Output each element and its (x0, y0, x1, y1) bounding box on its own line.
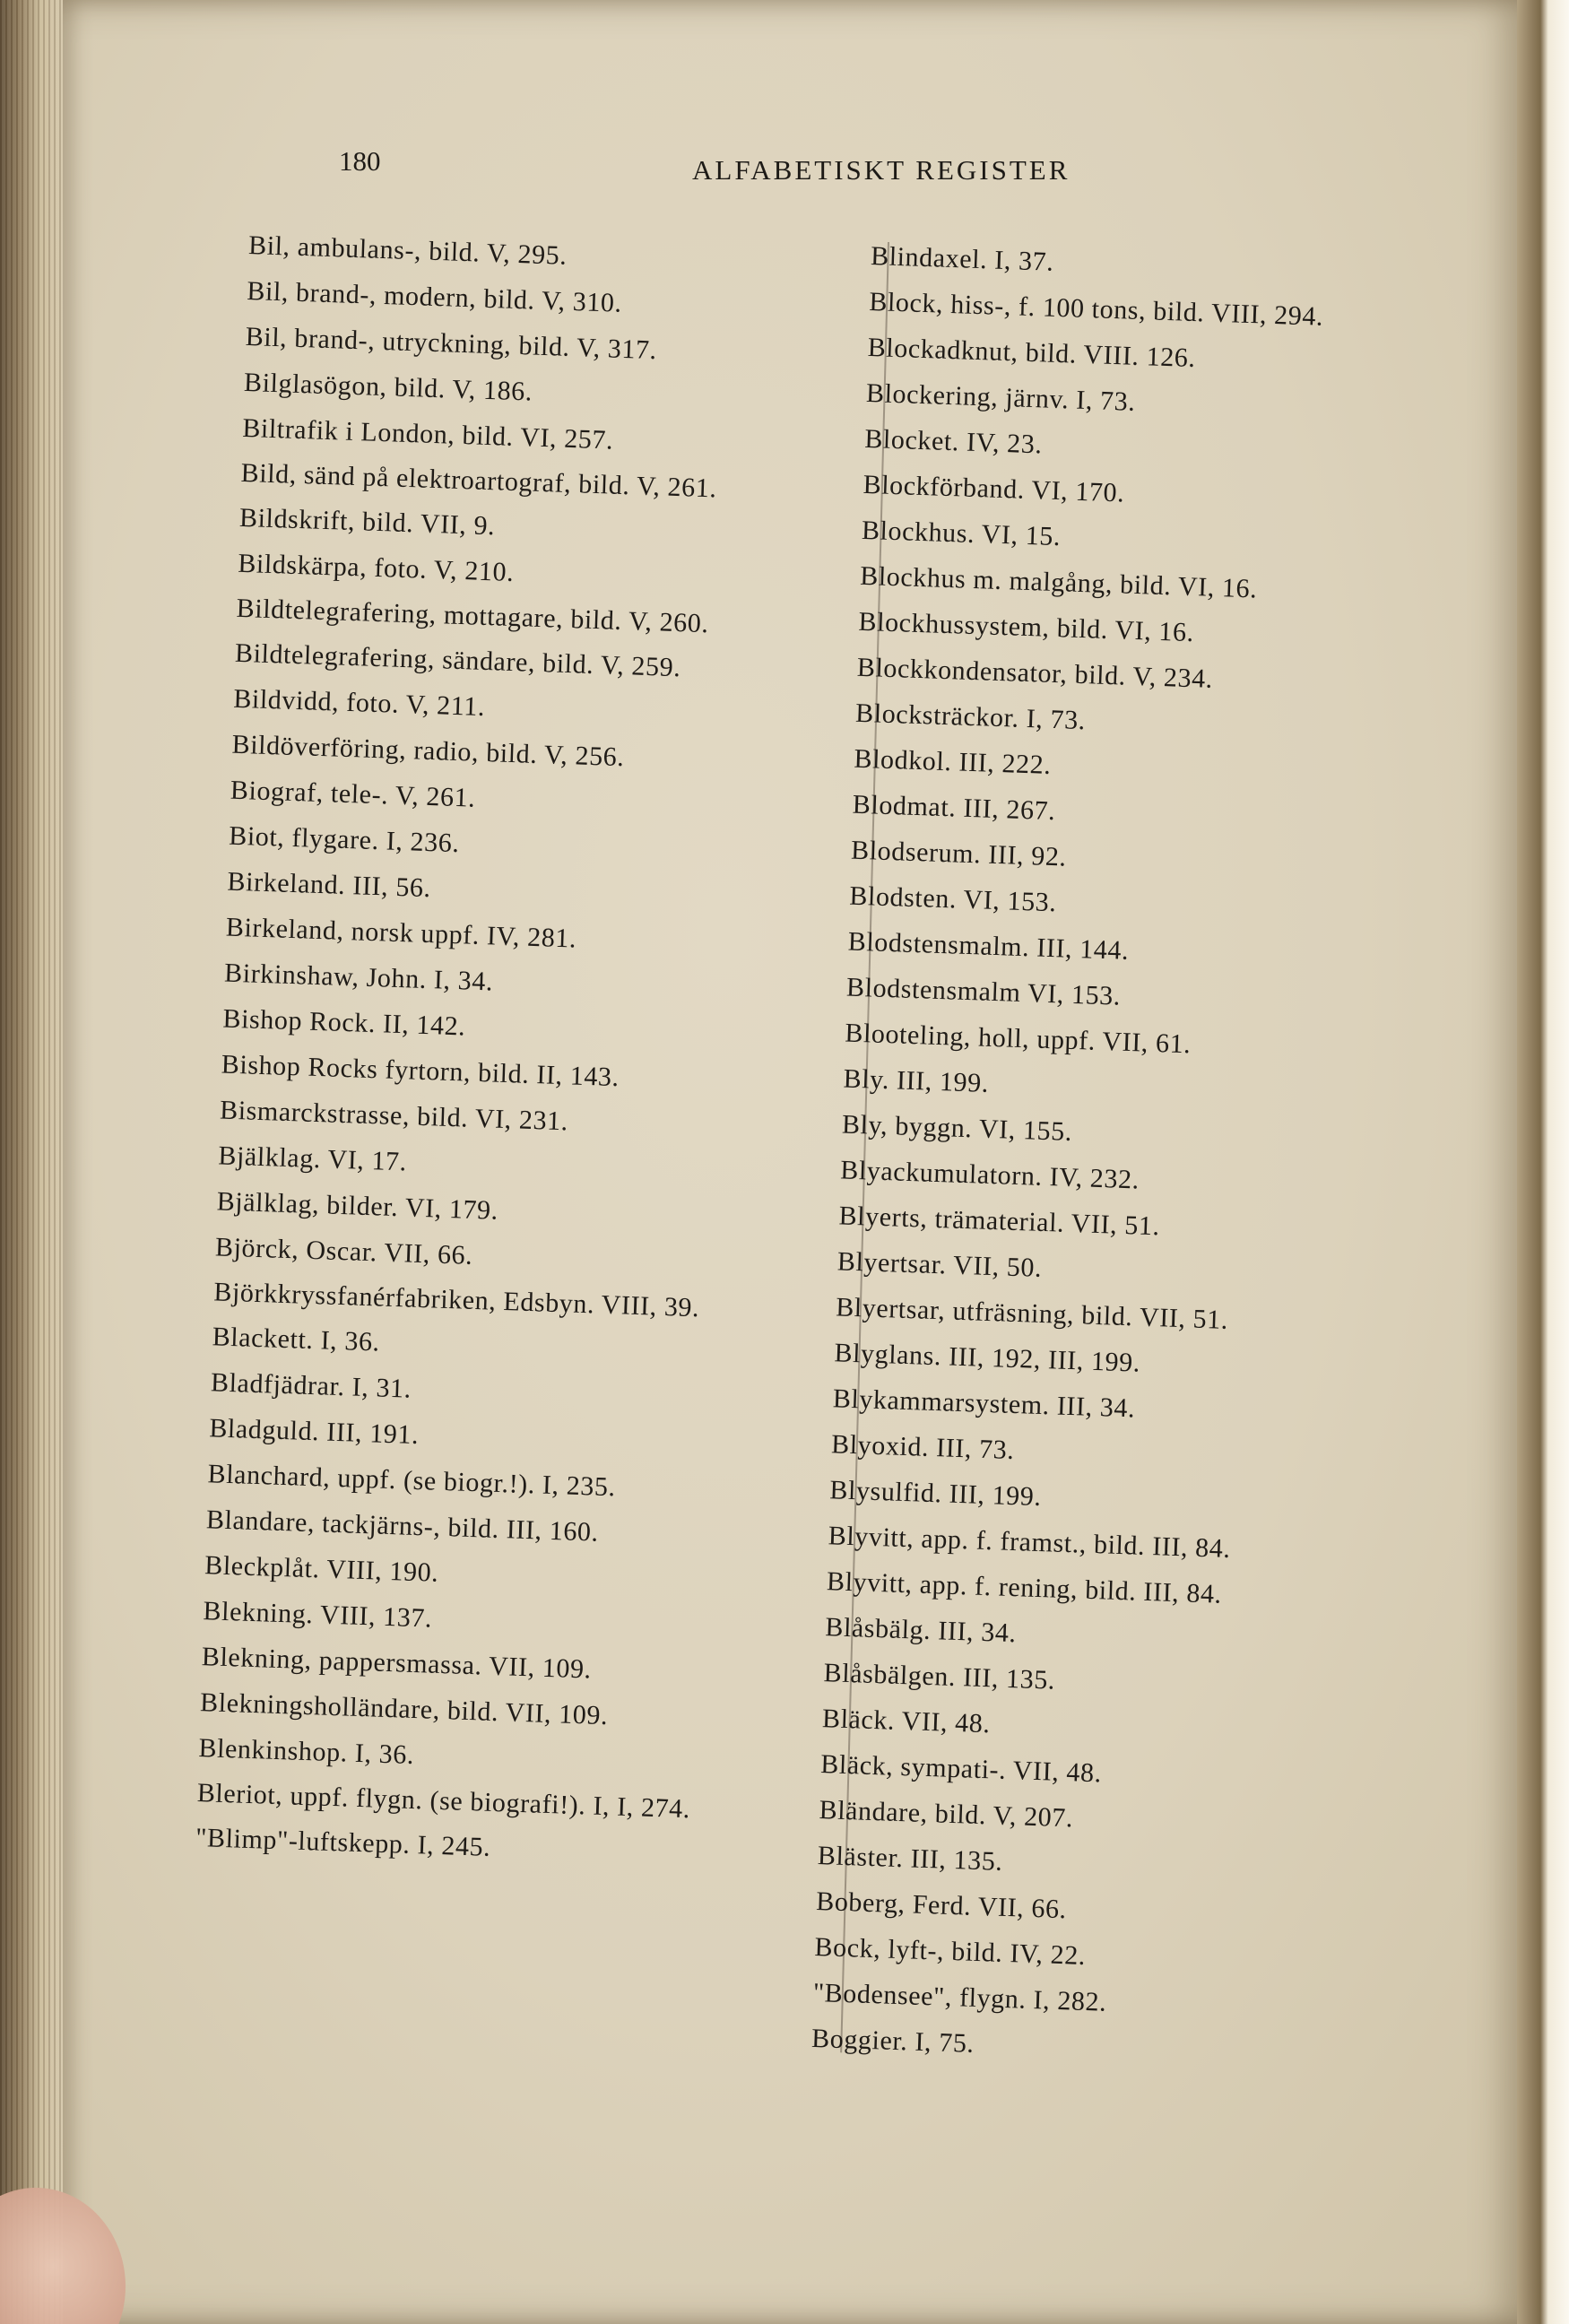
index-entry: Biot, flygare. I, 236. (228, 820, 461, 859)
index-entry: Blyackumulatorn. IV, 232. (839, 1155, 1140, 1195)
index-entry: Blekning. VIII, 137. (203, 1596, 433, 1634)
index-entry: Blyertsar, utfräsning, bild. VII, 51. (835, 1292, 1229, 1335)
index-entry: Blandare, tackjärns-, bild. III, 160. (205, 1505, 600, 1548)
index-entry: Blyvitt, app. f. rening, bild. III, 84. (826, 1566, 1223, 1609)
book-spine-edge (1517, 0, 1569, 2324)
index-entry: Blackett. I, 36. (212, 1322, 381, 1357)
page-number: 180 (339, 145, 381, 177)
index-entry: Blodstensmalm. III, 144. (847, 926, 1130, 966)
index-entry: Bjälklag, bilder. VI, 179. (216, 1186, 499, 1226)
page-stack-edges (0, 0, 72, 2324)
index-column-right (811, 233, 1489, 2082)
index-entry: Blooteling, holl, uppf. VII, 61. (844, 1018, 1192, 1060)
index-entry: Bly. III, 199. (843, 1063, 990, 1098)
index-entry: Björck, Oscar. VII, 66. (214, 1232, 473, 1270)
index-entry: Blockhus. VI, 15. (861, 515, 1062, 552)
index-entry: Bildvidd, foto. V, 211. (232, 683, 486, 723)
index-entry: Bild, sänd på elektroartograf, bild. V, 261. (240, 457, 718, 504)
index-entry: Blysulfid. III, 199. (828, 1475, 1043, 1513)
index-entry: Blanchard, uppf. (se biogr.!). I, 235. (207, 1459, 617, 1503)
index-entry: Bishop Rocks fyrtorn, bild. II, 143. (221, 1049, 620, 1093)
index-entry: Blocksträckor. I, 73. (854, 698, 1087, 736)
index-entry: Bjälklag. VI, 17. (217, 1140, 408, 1177)
index-entry: Bläck, sympati-. VII, 48. (819, 1749, 1103, 1789)
index-entry: Bläck. VII, 48. (821, 1704, 992, 1739)
index-entry: Bleckplåt. VIII, 190. (204, 1550, 439, 1588)
index-entry: Bildskärpa, foto. V, 210. (237, 548, 515, 587)
index-entry: Blodkol. III, 222. (854, 743, 1052, 780)
index-entry: Bildtelegrafering, mottagare, bild. V, 260. (236, 593, 710, 639)
index-entry: Blekningsholländare, bild. VII, 109. (199, 1687, 609, 1731)
index-entry: Blodmat. III, 267. (852, 789, 1056, 827)
running-title: ALFABETISKT REGISTER (692, 154, 1071, 186)
index-entry: Birkeland. III, 56. (227, 866, 432, 904)
index-entry: Bläster. III, 135. (817, 1841, 1003, 1877)
index-entry: Bil, ambulans-, bild. V, 295. (247, 230, 568, 271)
index-entry: Bismarckstrasse, bild. VI, 231. (219, 1095, 569, 1137)
index-entry: Bladfjädrar. I, 31. (210, 1367, 412, 1404)
index-entry: Blåsbälg. III, 34. (824, 1612, 1018, 1649)
index-entry: "Blimp"-luftskepp. I, 245. (195, 1823, 491, 1862)
index-entry: Bil, brand-, utryckning, bild. V, 317. (245, 321, 658, 366)
index-entry: Blockkondensator, bild. V, 234. (856, 652, 1214, 694)
index-entry: Bildtelegrafering, sändare, bild. V, 259. (234, 637, 681, 683)
index-entry: Blyertsar. VII, 50. (837, 1246, 1043, 1283)
index-entry: Bleriot, uppf. flygn. (se biografi!). I, I, 274. (196, 1778, 691, 1825)
index-entry: Bildskrift, bild. VII, 9. (238, 502, 496, 542)
index-entry: Blekning, pappersmassa. VII, 109. (201, 1642, 593, 1685)
index-entry: Bildöverföring, radio, bild. V, 256. (231, 729, 625, 773)
index-entry: Blykammarsystem. III, 34. (832, 1383, 1136, 1424)
index-entry: Blocket. IV, 23. (863, 423, 1044, 460)
index-entry: Blåsbälgen. III, 135. (823, 1658, 1056, 1695)
index-column-left (195, 222, 858, 1881)
index-entry: Blyvitt, app. f. framst., bild. III, 84. (828, 1521, 1232, 1565)
index-entry: Blodsten. VI, 153. (848, 880, 1057, 918)
index-entry: Blockadknut, bild. VIII. 126. (867, 332, 1197, 374)
index-entry: Blyglans. III, 192, III, 199. (834, 1338, 1141, 1378)
index-entry: Bishop Rock. II, 142. (221, 1003, 466, 1042)
index-entry: Blockhussystem, bild. VI, 16. (858, 606, 1195, 648)
index-entry: Boberg, Ferd. VII, 66. (815, 1886, 1068, 1925)
index-entry: Bladguld. III, 191. (208, 1413, 420, 1451)
index-entry: Bock, lyft-, bild. IV, 22. (814, 1931, 1087, 1971)
index-entry: Boggier. I, 75. (811, 2023, 975, 2059)
index-entry: Bly, byggn. VI, 155. (841, 1109, 1073, 1147)
index-entry: Birkeland, norsk uppf. IV, 281. (225, 912, 577, 954)
index-entry: Bil, brand-, modern, bild. V, 310. (246, 275, 623, 318)
index-entry: Block, hiss-, f. 100 tons, bild. VIII, 294. (868, 286, 1324, 332)
index-entry: Birkinshaw, John. I, 34. (223, 958, 494, 997)
index-entry: Blockförband. VI, 170. (863, 469, 1125, 508)
index-entry: Blyerts, trämaterial. VII, 51. (838, 1201, 1161, 1242)
index-entry: Blodserum. III, 92. (850, 835, 1068, 872)
index-entry: Björkkryssfanérfabriken, Edsbyn. VIII, 39. (212, 1277, 700, 1323)
index-entry: Blyoxid. III, 73. (830, 1429, 1015, 1466)
index-entry: Bländare, bild. V, 207. (819, 1795, 1074, 1834)
index-entry: Biograf, tele-. V, 261. (230, 775, 476, 813)
index-entry: Blenkinshop. I, 36. (198, 1733, 415, 1771)
index-entry: Biltrafik i London, bild. VI, 257. (241, 412, 614, 455)
index-entry: Blockering, järnv. I, 73. (865, 377, 1136, 417)
index-entry: Bilglasögon, bild. V, 186. (243, 367, 533, 407)
index-entry: Blodstensmalm VI, 153. (845, 972, 1122, 1011)
index-entry: Blockhus m. malgång, bild. VI, 16. (859, 560, 1258, 604)
index-entry: "Bodensee", flygn. I, 282. (812, 1977, 1107, 2017)
index-entry: Blindaxel. I, 37. (870, 240, 1054, 277)
